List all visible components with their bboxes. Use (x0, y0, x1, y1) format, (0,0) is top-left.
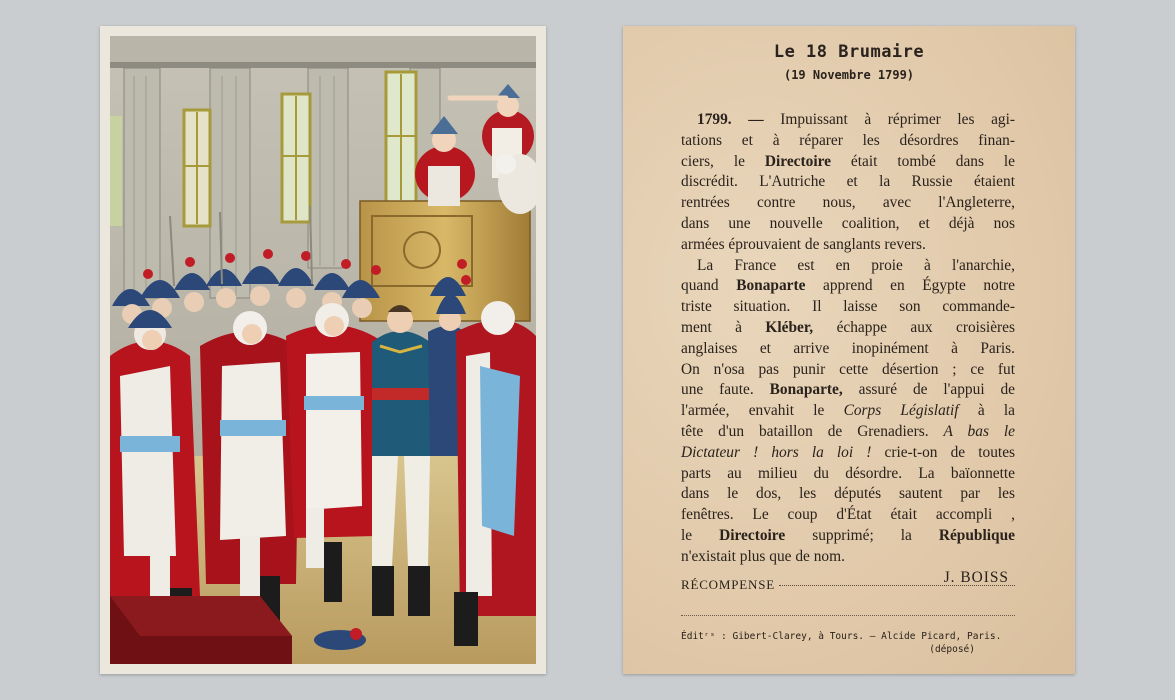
text-line (681, 547, 1015, 568)
recompense-label: RÉCOMPENSE (681, 577, 775, 592)
text-line (681, 297, 1015, 318)
text-line (681, 484, 1015, 505)
text-line (681, 339, 1015, 360)
text-run: armées éprouvaient de sanglants revers. (681, 235, 926, 253)
text-line (681, 110, 1015, 131)
text-line (681, 443, 1015, 464)
text-card (623, 26, 1075, 674)
text-line (681, 235, 1015, 256)
text-run: rentrées contre nous, avec l'Angleterre, (681, 194, 1015, 212)
text-run: le (681, 526, 693, 544)
card-subtitle: (19 Novembre 1799) (783, 68, 915, 82)
text-line (681, 214, 1015, 235)
text-run: assuré de l'appui de (858, 381, 1015, 399)
text-run: triste situation. Il laisse son commande- (681, 298, 1015, 316)
text-run-bold: Kléber, (765, 318, 814, 336)
text-line (681, 464, 1015, 485)
text-run: supprimé; la (812, 526, 912, 544)
text-line (681, 380, 1015, 401)
text-line (681, 276, 1015, 297)
text-run: parts au milieu du désordre. La baïonnette (681, 464, 1015, 482)
text-line (681, 526, 1015, 547)
text-run: quand (681, 277, 719, 295)
text-run: anglaises et arrive inopinément à Paris. (681, 339, 1015, 357)
signature: J. BOISS (943, 568, 1009, 586)
text-run: tations et à réparer les désordres finan- (681, 131, 1015, 149)
text-run: l'armée, envahit le (681, 402, 825, 420)
text-run: n'existait plus que de nom. (681, 547, 845, 565)
depose-mark: (déposé) (929, 644, 975, 655)
text-line (681, 422, 1015, 443)
text-line (681, 318, 1015, 339)
text-run: tête d'un bataillon de Grenadiers. (681, 422, 929, 440)
text-run: ment à (681, 318, 743, 336)
text-line (681, 256, 1015, 277)
text-line (681, 172, 1015, 193)
text-run-bold: Directoire (764, 152, 831, 170)
text-run: était tombé dans le (850, 152, 1015, 170)
recompense-row (681, 577, 1015, 593)
card-title: Le 18 Brumaire (773, 42, 925, 62)
text-run-bold: Bonaparte, (769, 381, 843, 399)
text-run: à la (977, 402, 1015, 420)
text-run: La France est en proie à l'anarchie, (697, 256, 1015, 274)
text-line (681, 152, 1015, 173)
text-run: une faute. (681, 381, 754, 399)
text-run: dans le dos, les députés sautent par les (681, 485, 1015, 503)
text-line (681, 360, 1015, 381)
text-run: Impuissant à réprimer les agi- (780, 111, 1015, 128)
text-run: apprend en Égypte notre (823, 277, 1015, 295)
text-run-bold: Bonaparte (736, 277, 806, 295)
text-run: crie-t-on de toutes (884, 443, 1016, 461)
text-line (681, 401, 1015, 422)
text-run-italic: A bas le (943, 422, 1015, 440)
text-run-italic: Dictateur ! hors la loi ! (681, 443, 872, 461)
illustration-card (100, 26, 546, 674)
text-run: ciers, le (681, 152, 745, 170)
dotted-divider (681, 615, 1015, 616)
text-line (681, 131, 1015, 152)
text-line (681, 193, 1015, 214)
text-run: On n'osa pas punir cette désertion ; ce fut (681, 360, 1015, 378)
text-run: discrédit. L'Autriche et la Russie étaient (681, 173, 1015, 191)
text-run-bold: Directoire (719, 526, 786, 544)
recompense-dotted-line (779, 584, 1015, 586)
publisher-line: Éditʳˢ : Gibert-Clarey, à Tours. — Alcide Picard, Paris. (681, 631, 1002, 642)
text-run-italic: Corps Législatif (843, 402, 959, 420)
publisher-footer (681, 630, 1015, 656)
text-run: dans une nouvelle coalition, et déjà nos (681, 214, 1015, 232)
year-lead: 1799. — (697, 111, 764, 128)
text-run: fenêtres. Le coup d'État était accompli , (681, 506, 1015, 524)
text-run: échappe aux croisières (836, 318, 1015, 336)
brumaire-painting (110, 36, 536, 664)
text-run-bold: République (938, 526, 1015, 544)
card-body (681, 110, 1015, 588)
text-line (681, 505, 1015, 526)
